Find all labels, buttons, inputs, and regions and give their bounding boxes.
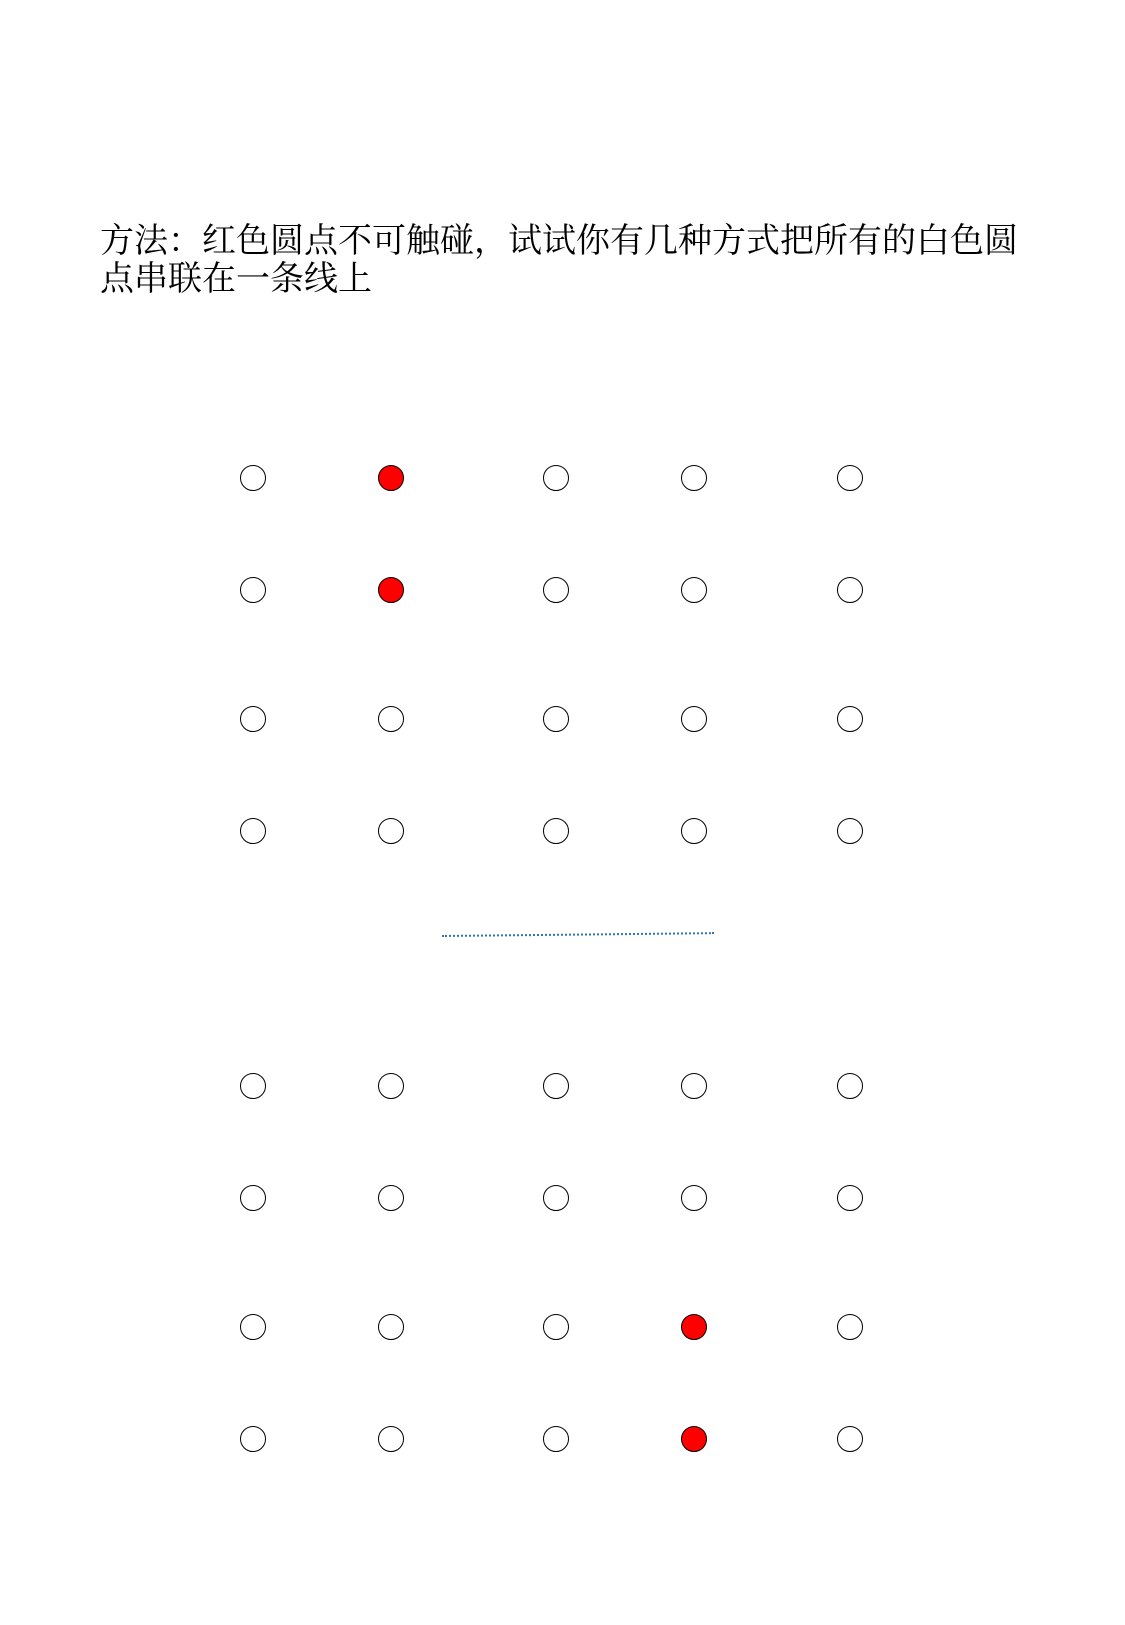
white-dot[interactable] <box>681 706 707 732</box>
white-dot[interactable] <box>240 706 266 732</box>
white-dot[interactable] <box>837 818 863 844</box>
white-dot[interactable] <box>837 465 863 491</box>
white-dot[interactable] <box>240 1073 266 1099</box>
white-dot[interactable] <box>240 465 266 491</box>
white-dot[interactable] <box>543 1314 569 1340</box>
white-dot[interactable] <box>837 706 863 732</box>
white-dot[interactable] <box>543 465 569 491</box>
red-dot[interactable] <box>378 577 404 603</box>
white-dot[interactable] <box>378 1185 404 1211</box>
white-dot[interactable] <box>543 706 569 732</box>
red-dot[interactable] <box>681 1314 707 1340</box>
red-dot[interactable] <box>681 1426 707 1452</box>
white-dot[interactable] <box>681 577 707 603</box>
red-dot[interactable] <box>378 465 404 491</box>
white-dot[interactable] <box>240 818 266 844</box>
white-dot[interactable] <box>837 1426 863 1452</box>
white-dot[interactable] <box>543 1426 569 1452</box>
white-dot[interactable] <box>240 1185 266 1211</box>
white-dot[interactable] <box>837 1314 863 1340</box>
white-dot[interactable] <box>837 1073 863 1099</box>
white-dot[interactable] <box>681 818 707 844</box>
white-dot[interactable] <box>543 1185 569 1211</box>
white-dot[interactable] <box>681 1073 707 1099</box>
white-dot[interactable] <box>543 577 569 603</box>
white-dot[interactable] <box>837 1185 863 1211</box>
white-dot[interactable] <box>681 1185 707 1211</box>
white-dot[interactable] <box>378 1314 404 1340</box>
white-dot[interactable] <box>240 1426 266 1452</box>
white-dot[interactable] <box>681 465 707 491</box>
white-dot[interactable] <box>240 577 266 603</box>
white-dot[interactable] <box>378 818 404 844</box>
white-dot[interactable] <box>378 1426 404 1452</box>
white-dot[interactable] <box>240 1314 266 1340</box>
white-dot[interactable] <box>543 818 569 844</box>
instruction-text: 方法：红色圆点不可触碰，试试你有几种方式把所有的白色圆点串联在一条线上 <box>100 221 1018 299</box>
white-dot[interactable] <box>378 1073 404 1099</box>
white-dot[interactable] <box>837 577 863 603</box>
white-dot[interactable] <box>378 706 404 732</box>
dotted-divider <box>442 932 714 937</box>
white-dot[interactable] <box>543 1073 569 1099</box>
